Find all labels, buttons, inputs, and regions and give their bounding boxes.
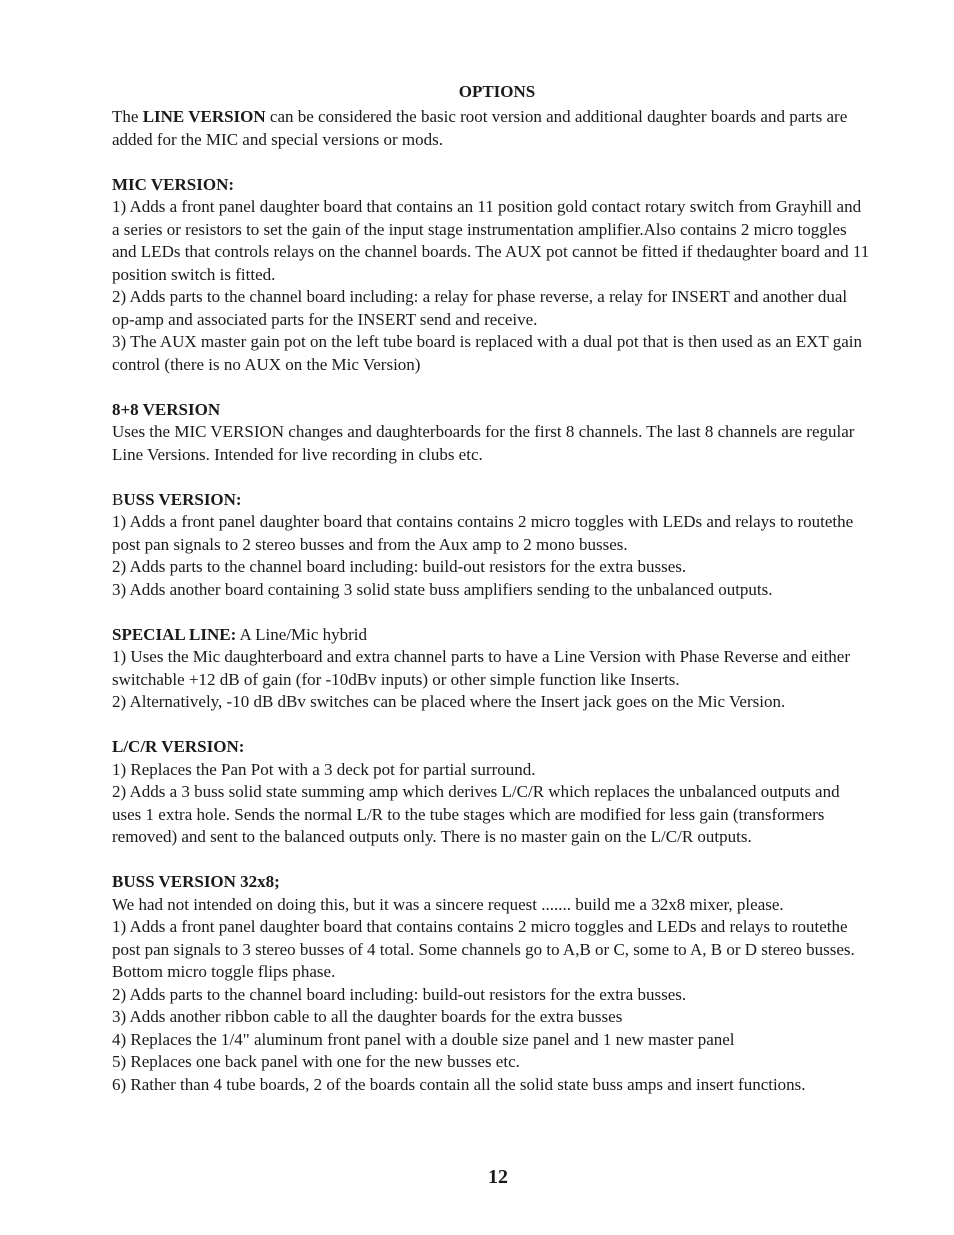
- section-heading: 8+8 VERSION: [112, 399, 221, 419]
- heading-subtitle: A Line/Mic hybrid: [236, 624, 368, 644]
- list-item: Uses the MIC VERSION changes and daughterboards for the first 8 channels. The last 8 channels are regular Line Versions. Intended for live recording in clubs etc.: [112, 422, 855, 464]
- section-heading: L/C/R VERSION:: [112, 737, 245, 756]
- special-line-section: [112, 624, 872, 714]
- list-item: 3) The AUX master gain pot on the left tube board is replaced with a dual pot that is then used as an EXT gain control (there is no AUX on the Mic Version): [112, 332, 863, 374]
- document-page: [112, 80, 872, 1096]
- list-item: 1) Replaces the Pan Pot with a 3 deck pot for partial surround.: [112, 759, 536, 779]
- list-item: 6) Rather than 4 tube boards, 2 of the boards contain all the solid state buss amps and insert functions.: [112, 1074, 806, 1094]
- list-item: We had not intended on doing this, but it was a sincere request ....... build me a 32x8 mixer, please.: [112, 894, 784, 914]
- list-item: 3) Adds another board containing 3 solid state buss amplifiers sending to the unbalanced outputs.: [112, 579, 773, 599]
- intro-pre: The: [112, 107, 143, 126]
- list-item: 2) Alternatively, -10 dB dBv switches can be placed where the Insert jack goes on the Mic Version.: [112, 692, 786, 711]
- list-item: 5) Replaces one back panel with one for the new busses etc.: [112, 1052, 520, 1071]
- lcr-version-section: [112, 736, 872, 849]
- mic-version-section: [112, 174, 872, 377]
- list-item: 2) Adds parts to the channel board including: a relay for phase reverse, a relay for INSERT and another dual op-amp and associated parts for the INSERT send and receive.: [112, 287, 848, 329]
- list-item: 2) Adds parts to the channel board including: build-out resistors for the extra busses.: [112, 984, 687, 1004]
- list-item: 2) Adds a 3 buss solid state summing amp which derives L/C/R which replaces the unbalanced outputs and uses 1 extra hole. Sends the normal L/R to the tube stages which are modified for less gain (transformers removed) and sent to the balanced outputs only. There is no master gain on the L/C/R outputs.: [112, 782, 840, 846]
- buss-32x8-section: [112, 871, 872, 1096]
- list-item: 3) Adds another ribbon cable to all the daughter boards for the extra busses: [112, 1007, 623, 1026]
- list-item: 4) Replaces the 1/4" aluminum front panel with a double size panel and 1 new master panel: [112, 1029, 735, 1049]
- intro-bold: LINE VERSION: [142, 107, 266, 126]
- section-heading: [112, 624, 872, 647]
- page-number: 12: [488, 1166, 508, 1188]
- heading-first-letter: B: [112, 489, 124, 509]
- list-item: 1) Adds a front panel daughter board that contains contains 2 micro toggles with LEDs and relays to routethe post pan signals to 2 stereo busses and from the Aux amp to 2 mono busses.: [112, 512, 854, 554]
- heading-rest: USS VERSION:: [123, 489, 242, 509]
- list-item: 1) Adds a front panel daughter board that contains contains 2 micro toggles and LEDs and relays to routethe post pan signals to 3 stereo busses of 4 total. Some channels go to A,B or C, some to A, B or D stereo busses. Bottom micro toggle flips phase.: [112, 917, 855, 981]
- page-title: OPTIONS: [458, 82, 536, 101]
- list-item: 1) Adds a front panel daughter board that contains an 11 position gold contact rotary switch from Grayhill and a series or resistors to set the gain of the input stage instrumentation amplifier.Also contains 2 micro toggles and LEDs that controls relays on the channel boards. The AUX pot cannot be fitted if thedaughter board and 11 position switch is fitted.: [112, 197, 870, 284]
- intro-paragraph: [112, 106, 872, 151]
- list-item: 2) Adds parts to the channel board including: build-out resistors for the extra busses.: [112, 557, 687, 576]
- section-heading: BUSS VERSION 32x8;: [112, 872, 280, 891]
- list-item: 1) Uses the Mic daughterboard and extra channel parts to have a Line Version with Phase Reverse and either switchable +12 dB of gain (for -10dBv inputs) or other simple function like Inserts.: [112, 647, 850, 689]
- intro-post: can be considered the basic root version and additional daughter boards and parts are added for the MIC and special versions or mods.: [112, 107, 848, 149]
- section-heading: [112, 489, 872, 512]
- buss-version-section: [112, 489, 872, 602]
- heading-bold: SPECIAL LINE:: [112, 624, 237, 644]
- section-heading: MIC VERSION:: [112, 174, 235, 194]
- eight-plus-eight-section: [112, 399, 872, 467]
